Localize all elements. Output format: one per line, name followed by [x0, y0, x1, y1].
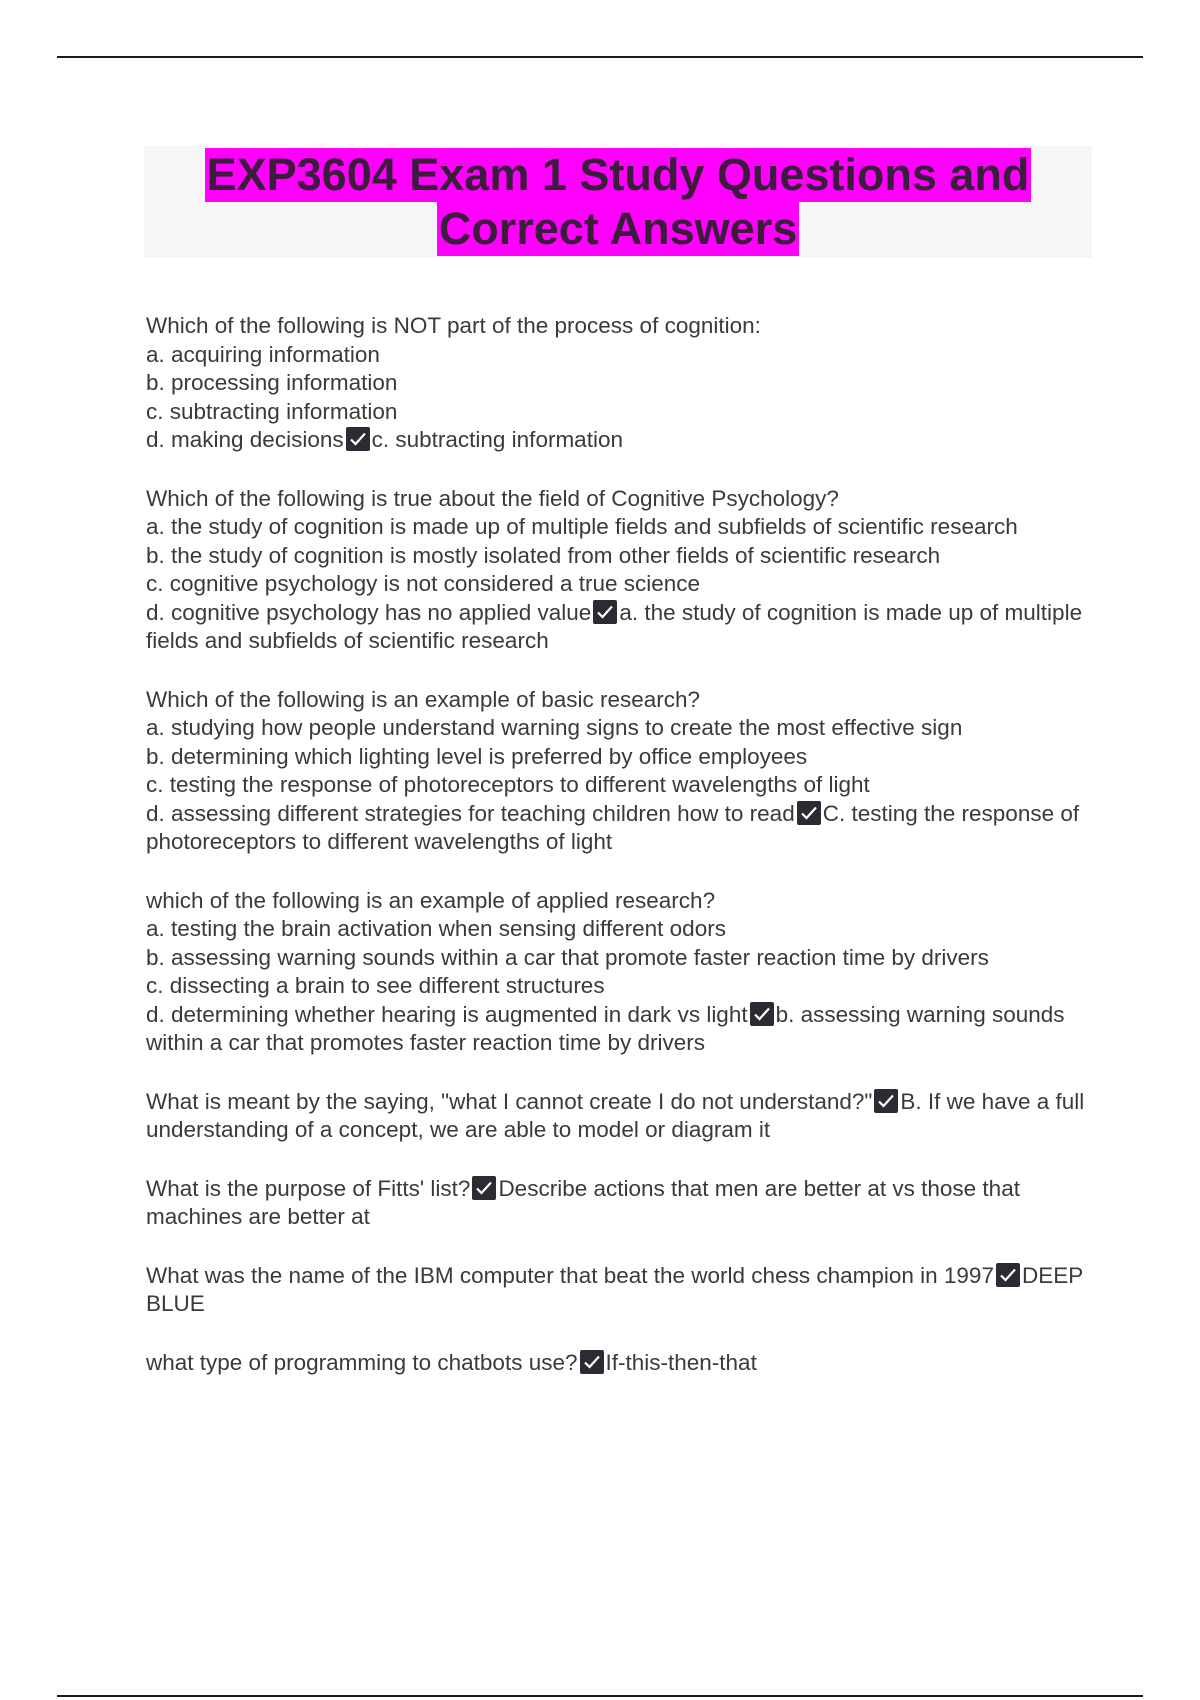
option-text: d. determining whether hearing is augmented in dark vs light: [146, 1001, 748, 1027]
option-text: a. the study of cognition is made up of multiple fields and subfields of scientific research: [146, 514, 1018, 539]
checkmark-icon: [580, 1350, 604, 1374]
option-text: c. dissecting a brain to see different structures: [146, 973, 605, 998]
question-block: [146, 1262, 1096, 1319]
option-text: b. the study of cognition is mostly isolated from other fields of scientific research: [146, 542, 941, 568]
question-text: What was the name of the IBM computer that beat the world chess champion in 1997: [146, 1262, 994, 1288]
option-text: b. determining which lighting level is preferred by office employees: [146, 743, 808, 769]
checkmark-icon: [472, 1176, 496, 1200]
question-block: [146, 1175, 1096, 1232]
checkmark-icon: [874, 1089, 898, 1113]
option-text: a. studying how people understand warning signs to create the most effective sign: [146, 715, 963, 740]
option-text: d. cognitive psychology has no applied value: [146, 599, 592, 625]
answer-line: [146, 1262, 1096, 1319]
option-text: c. subtracting information: [146, 398, 398, 424]
answer-line: [146, 426, 1096, 455]
page-title-line-2: Correct Answers: [438, 203, 798, 254]
checkmark-icon: [593, 600, 617, 624]
checkmark-icon: [750, 1002, 774, 1026]
top-rule: [57, 56, 1143, 58]
bottom-rule: [57, 1695, 1143, 1697]
checkmark-icon: [797, 801, 821, 825]
answer-text: b. assessing warning sounds within a car that promotes faster reaction time by drivers: [146, 1001, 1065, 1055]
answer-text: C. testing the response of photoreceptors to different wavelengths of light: [146, 800, 1080, 854]
option-text: a. testing the brain activation when sensing different odors: [146, 916, 726, 941]
question-text: Which of the following is NOT part of the process of cognition:: [146, 313, 761, 338]
title-block: [144, 146, 1092, 258]
answer-text: If-this-then-that: [605, 1349, 757, 1375]
answer-line: [146, 800, 1096, 857]
question-block: [146, 686, 1096, 857]
option-text: a. acquiring information: [146, 341, 380, 367]
answer-line: [146, 1175, 1096, 1232]
answer-line: [146, 1088, 1096, 1145]
question-block: [146, 312, 1096, 455]
question-block: [146, 1349, 1096, 1378]
option-text: c. cognitive psychology is not considered a true science: [146, 571, 701, 596]
answer-line: [146, 1349, 1096, 1378]
page-title-line-1: EXP3604 Exam 1 Study Questions and: [206, 149, 1030, 200]
checkmark-icon: [346, 427, 370, 451]
option-text: d. making decisions: [146, 427, 344, 452]
answer-text: c. subtracting information: [371, 427, 623, 452]
option-text: d. assessing different strategies for teaching children how to read: [146, 800, 795, 826]
question-text: Which of the following is true about the field of Cognitive Psychology?: [146, 485, 839, 511]
answer-text: a. the study of cognition is made up of multiple fields and subfields of scientific research: [146, 599, 1083, 653]
question-text: What is meant by the saying, "what I cannot create I do not understand?": [146, 1088, 873, 1114]
answer-line: [146, 599, 1096, 656]
question-block: [146, 485, 1096, 656]
answer-text: B. If we have a full understanding of a concept, we are able to model or diagram it: [146, 1088, 1085, 1142]
question-text: What is the purpose of Fitts' list?: [146, 1175, 471, 1201]
question-text: which of the following is an example of applied research?: [146, 887, 716, 913]
questions-list: [146, 312, 1096, 1407]
option-text: b. processing information: [146, 370, 398, 395]
question-text: what type of programming to chatbots use?: [146, 1349, 578, 1375]
question-block: [146, 887, 1096, 1058]
checkmark-icon: [996, 1263, 1020, 1287]
answer-text: DEEP BLUE: [146, 1262, 1083, 1316]
option-text: c. testing the response of photoreceptors to different wavelengths of light: [146, 772, 870, 797]
answer-text: Describe actions that men are better at vs those that machines are better at: [146, 1175, 1020, 1229]
option-text: b. assessing warning sounds within a car that promote faster reaction time by drivers: [146, 944, 989, 970]
question-block: [146, 1088, 1096, 1145]
answer-line: [146, 1001, 1096, 1058]
question-text: Which of the following is an example of basic research?: [146, 686, 701, 712]
